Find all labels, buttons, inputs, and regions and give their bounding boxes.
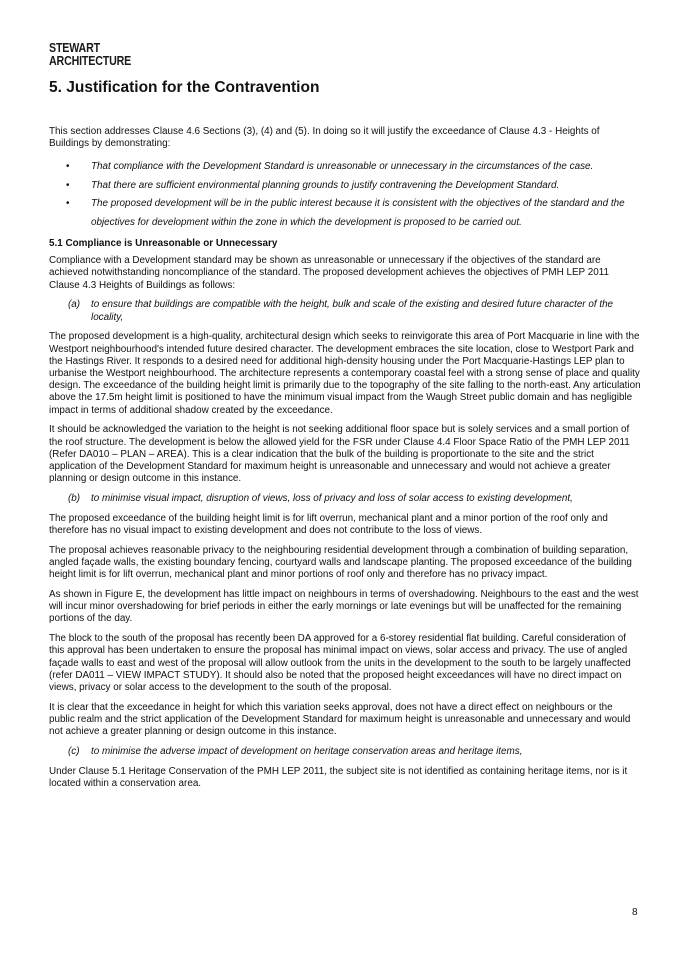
paragraph: As shown in Figure E, the development has little impact on neighbours in terms of overshadowing. Neighbours to the east and the west will incur minor overshadowing for brief periods in either the early mornings or late evenings but will be unaffected for the remaining portions of the day. xyxy=(49,589,639,625)
objective-label: (b) xyxy=(68,493,81,505)
list-item: • That compliance with the Development Standard is unreasonable or unnecessary in the circumstances of the case. xyxy=(49,158,641,177)
objective-text: to minimise the adverse impact of development on heritage conservation areas and heritage items, xyxy=(91,746,523,758)
paragraph: It is clear that the exceedance in height for which this variation seeks approval, does not have a direct effect on neighbours or the public realm and the strict application of the Development Standard for maximum height is unreasonable and unnecessary and would not achieve a greater planning or design outcome in this instance. xyxy=(49,701,631,738)
logo-line-2: ARCHITECTURE xyxy=(49,53,132,68)
objective-a xyxy=(49,299,641,323)
page-body xyxy=(49,126,641,798)
objective-text: to ensure that buildings are compatible with the height, bulk and scale of the existing and desired future character of the locality, xyxy=(91,299,614,323)
bullet-icon: • xyxy=(66,161,70,172)
paragraph: Under Clause 5.1 Heritage Conservation of the PMH LEP 2011, the subject site is not identified as containing heritage items, nor is it located within a conservation area. xyxy=(49,765,628,790)
objective-c xyxy=(49,746,641,758)
company-logo xyxy=(49,41,131,67)
list-item: • That there are sufficient environmental planning grounds to justify contravening the Development Standard. xyxy=(49,177,641,196)
justification-list xyxy=(49,158,641,232)
paragraph: It should be acknowledged the variation to the height is not seeking additional floor space but is solely services and a small portion of the roof structure. The development is below the allowed yield for the FSR under Clause 4.4 Floor Space Ratio of the PMH LEP 2011 (Refer DA010 – PLAN – AREA). This is a clear indication that the bulk of the building is proportionate to the site and the strict application of the Development Standard for maximum height is unreasonable and unnecessary and would not achieve a greater planning or design outcome in this instance. xyxy=(49,424,630,485)
logo-line-1: STEWART xyxy=(49,40,100,55)
objective-b xyxy=(49,493,641,505)
objective-text: to minimise visual impact, disruption of views, loss of privacy and loss of solar access to existing development, xyxy=(91,493,573,505)
objective-label: (a) xyxy=(68,299,81,311)
section-title: 5. Justification for the Contravention xyxy=(49,79,320,96)
paragraph: The block to the south of the proposal has recently been DA approved for a 6-storey residential flat building. Careful consideration of this approval has been undertaken to ensure the proposal has minimal impact on views, solar access and privacy. The use of angled façade walls to east and west of the proposal will allow outlook from the units in the development to the south to be largely unaffected (refer DA011 – VIEW IMPACT STUDY). It should also be noted that the proposed height exceedances will have no direct impact on views, privacy or solar access to the development to the south of the proposal. xyxy=(49,633,631,694)
intro-paragraph: This section addresses Clause 4.6 Sections (3), (4) and (5). In doing so it will justify the exceedance of Clause 4.3 - Heights of Buildings by demonstrating: xyxy=(49,126,600,150)
bullet-icon: • xyxy=(66,198,70,209)
paragraph: The proposal achieves reasonable privacy to the neighbouring residential development through a combination of building separation, angled façade walls, the existing boundary fencing, courtyard walls and landscape planting. The proposed exceedance of the building height limit is for lift overrun, mechanical plant and minor portions of roof only and therefore has no privacy impact. xyxy=(49,544,632,581)
paragraph: The proposed exceedance of the building height limit is for lift overrun, mechanical plant and a minor portion of the roof only and therefore has no visual impact to existing development and does not contribute to the loss of views. xyxy=(49,512,608,537)
subsection-heading: 5.1 Compliance is Unreasonable or Unnecessary xyxy=(49,238,278,249)
bullet-icon: • xyxy=(66,179,70,191)
paragraph: The proposed development is a high-quality, architectural design which seeks to reinvigorate this area of Port Macquarie in line with the Westport neighbourhood's intended future desired character. The development embraces the site location, close to Westport Park and the Hastings River. It responds to a desired need for additional high-density housing under the Port Macquarie-Hastings LEP plan to urbanise the Westport neighbourhood. The architecture represents a contemporary coastal feel with a strong sense of place and quality design. The exceedance of the building height limit is primarily due to the topography of the site falling to the north-east. Any articulation above the 17.5m height limit is positioned to have the minimum visual impact from the Waugh Street public domain and has negligible impact in terms of additional shadow created by the exceedance. xyxy=(49,331,641,416)
paragraph: Compliance with a Development standard may be shown as unreasonable or unnecessary if the objectives of the standard are achieved notwithstanding noncompliance of the standard. The proposed development achieves the objectives of PMH LEP 2011 Clause 4.3 Heights of Buildings as follows: xyxy=(49,255,609,291)
objective-label: (c) xyxy=(68,746,80,758)
page-number: 8 xyxy=(632,907,638,918)
list-item: • The proposed development will be in the public interest because it is consistent with the objectives of the standard and the objectives for development within the zone in which the development is proposed to be carried out. xyxy=(49,195,641,232)
